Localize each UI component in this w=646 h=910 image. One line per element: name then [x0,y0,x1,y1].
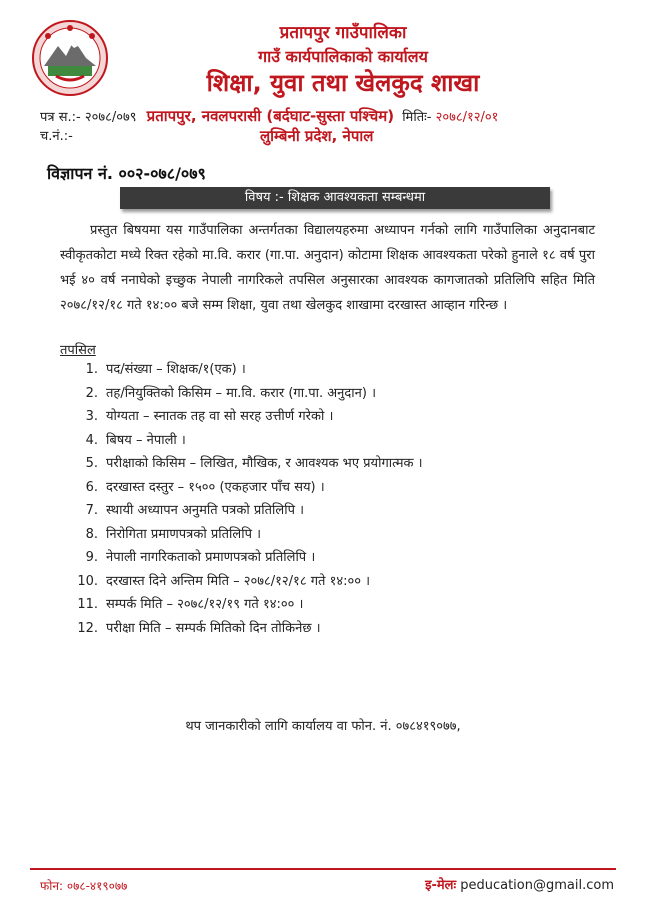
province: लुम्बिनी प्रदेश, नेपाल [260,127,374,145]
item-number: 8. [85,526,98,542]
list-item [70,429,423,453]
list-item [70,523,423,547]
footer-email [425,875,614,893]
list-item [70,358,423,382]
item-number: 3. [85,409,98,424]
item-number: 6. [85,479,98,495]
body-paragraph [60,218,595,318]
item-text: दरखास्त दिने अन्तिम मिति – २०७८/१२/१८ गते १४:०० । [106,573,371,589]
item-number: 10. [77,573,98,589]
item-text: परीक्षा मिति – सम्पर्क मितिको दिन तोकिनेछ । [106,620,321,636]
item-text: पद/संख्या – शिक्षक/१(एक) । [106,362,246,377]
letter-number: पत्र स.:- २०७८/०७९ [40,110,137,125]
item-text: नेपाली नागरिकताको प्रमाणपत्रको प्रतिलिपि । [106,550,316,565]
item-number: 7. [85,503,98,518]
date-value: २०७८/१२/०१ [435,110,499,125]
footer-phone: फोन: ०७८-४१९०७७ [40,879,128,893]
list-item [70,570,423,594]
list-item [70,476,423,500]
email-value[interactable]: peducation@gmail.com [460,878,614,893]
item-number: 2. [85,385,98,401]
item-number: 11. [77,597,98,612]
item-text: तह/नियुक्तिको किसिम – मा.वि. करार (गा.पा. अनुदान) । [106,385,377,401]
item-text: बिषय – नेपाली । [106,432,186,448]
body-text: प्रस्तुत बिषयमा यस गाउँपालिका अन्तर्गतका विद्यालयहरुमा अध्यापन गर्नको लागि गाउँपालिका अनुदानबाट स्वीकृतकोटा मध्ये रिक्त रहेको मा.वि. करार (गा.पा. अनुदान) कोटामा शिक्षक आवश्यकता परेको हुनाले १८ वर्ष पुरा भई ४० वर्ष ननाघेको इच्छुक नेपाली नागरिकले तपसिल अनुसारका आवश्यक कागजातको प्रतिलिपि सहित मिति २०७८/१२/१८ गते १४:०० बजे सम्म शिक्षा, युवा तथा खेलकुद शाखामा दरखास्त आव्हान गरिन्छ । [60,223,595,313]
item-text: दरखास्त दस्तुर – १५०० (एकहजार पाँच सय) । [106,479,325,495]
list-item [70,382,423,406]
item-number: 12. [77,620,98,636]
subject-banner: विषय :- शिक्षक आवश्यकता सम्बन्धमा [120,187,550,209]
item-text: योग्यता – स्नातक तह वा सो सरह उत्तीर्ण गरेको । [106,409,334,424]
requirements-list [70,358,423,640]
section-name: शिक्षा, युवा तथा खेलकुद शाखा [206,69,480,97]
item-text: स्थायी अध्यापन अनुमति पत्रको प्रतिलिपि । [106,503,305,518]
reference-line [40,106,620,126]
item-number: 4. [85,432,98,448]
notice-number: विज्ञापन नं. ००२-०७८/०७९ [47,164,206,183]
item-number: 5. [85,456,98,471]
email-label: इ-मेलः [425,878,457,893]
item-text: परीक्षाको किसिम – लिखित, मौखिक, र आवश्यक भए प्रयोगात्मक । [106,456,423,471]
contact-info: थप जानकारीको लागि कार्यालय वा फोन. नं. ०७८४१९०७७, [185,719,461,734]
office-name: गाउँ कार्यपालिकाको कार्यालय [258,47,428,66]
details-heading: तपसिल [60,343,96,358]
list-item [70,617,423,641]
dispatch-number: च.नं.:- [40,129,73,144]
municipality-name: प्रतापपुर गाउँपालिका [279,23,407,43]
item-number: 1. [85,362,98,377]
item-text: निरोगिता प्रमाणपत्रको प्रतिलिपि । [106,526,262,542]
date-label: मितिः- [402,110,432,125]
office-address: प्रतापपुर, नवलपरासी (बर्दघाट-सुस्ता पश्चिम) [146,107,395,125]
list-item [70,452,423,476]
list-item [70,546,423,570]
list-item [70,499,423,523]
item-text: सम्पर्क मिति – २०७८/१२/१९ गते १४:०० । [106,597,304,612]
list-item [70,593,423,617]
footer-divider [30,868,616,870]
list-item [70,405,423,429]
item-number: 9. [85,550,98,565]
